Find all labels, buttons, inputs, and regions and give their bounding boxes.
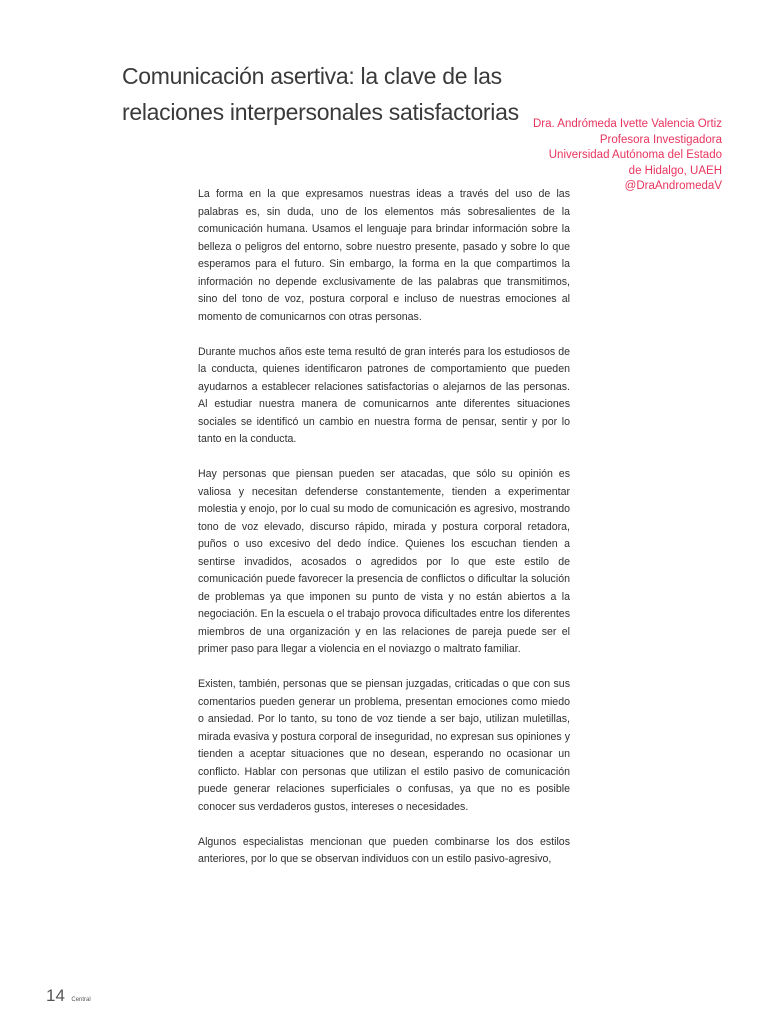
page-footer [46,986,91,1006]
paragraph-1: La forma en la que expresamos nuestras ideas a través del uso de las palabras es, sin duda, uno de los elementos más sobresalientes de la comunicación humana. Usamos el lenguaje para brindar información sobre la belleza o peligros del entorno, sobre nuestro presente, pasado y sobre lo que esperamos para el futuro. Sin embargo, la forma en la que compartimos la información no depende exclusivamente de las palabras que transmitimos, sino del tono de voz, postura corporal e incluso de nuestras emociones al momento de comunicarnos con otras personas. [198,188,570,323]
page-number: 14 [46,986,65,1005]
article-body [198,186,570,886]
title-line-1: Comunicación asertiva: la clave de las [122,63,502,89]
paragraph-4: Existen, también, personas que se piensan juzgadas, criticadas o que con sus comentarios pueden generar un problema, presentan emociones como miedo o ansiedad. Por lo tanto, su tono de voz tiende a ser bajo, utilizan muletillas, mirada evasiva y postura corporal de inseguridad, no expresan sus opiniones y tienden a aceptar situaciones que no desean, esperando no ocasionar un conflicto. Hablar con personas que utilizan el estilo pasivo de comunicación puede generar relaciones superficiales o confusas, ya que no es posible conocer sus verdaderos gustos, intereses o necesidades. [198,678,570,813]
paragraph-5: Algunos especialistas mencionan que pueden combinarse los dos estilos anteriores, por lo que se observan individuos con un estilo pasivo-agresivo, [198,835,570,865]
paragraph-3: Hay personas que piensan pueden ser atacadas, que sólo su opinión es valiosa y necesitan defenderse constantemente, tienden a experimentar molestia y enojo, por lo cual su modo de comunicación es agresivo, mostrando tono de voz elevado, discurso rápido, mirada y postura corporal retadora, puños o uso excesivo del dedo índice. Quienes los escuchan tienden a sentirse invadidos, acosados o agredidos por lo que este estilo de comunicación puede favorecer la presencia de conflictos o dificultar la solución de problemas ya que imponen su punto de vista y no están abiertos a la negociación. En la escuela o el trabajo provoca dificultades entre los diferentes miembros de una organización y en las relaciones de pareja puede ser el primer paso para llegar a violencia en el noviazgo o maltrato familiar. [198,468,570,655]
title-line-2: relaciones interpersonales satisfactorias [122,99,519,125]
author-handle: @DraAndromedaV [624,180,722,192]
author-institution-line-1: Universidad Autónoma del Estado [548,149,722,161]
author-info [462,117,722,195]
magazine-name: Central [71,997,91,1003]
author-name: Dra. Andrómeda Ivette Valencia Ortiz [533,118,722,130]
author-position: Profesora Investigadora [599,133,722,146]
paragraph-2: Durante muchos años este tema resultó de gran interés para los estudiosos de la conducta, quienes identificaron patrones de comportamiento que pueden ayudarnos a establecer relaciones satisfactorias o alejarnos de las personas. Al estudiar nuestra manera de comunicarnos ante diferentes situaciones sociales se identificó un cambio en nuestra forma de pensar, sentir y por lo tanto en la conducta. [198,345,570,445]
author-institution-line-2: de Hidalgo, UAEH [628,164,722,177]
